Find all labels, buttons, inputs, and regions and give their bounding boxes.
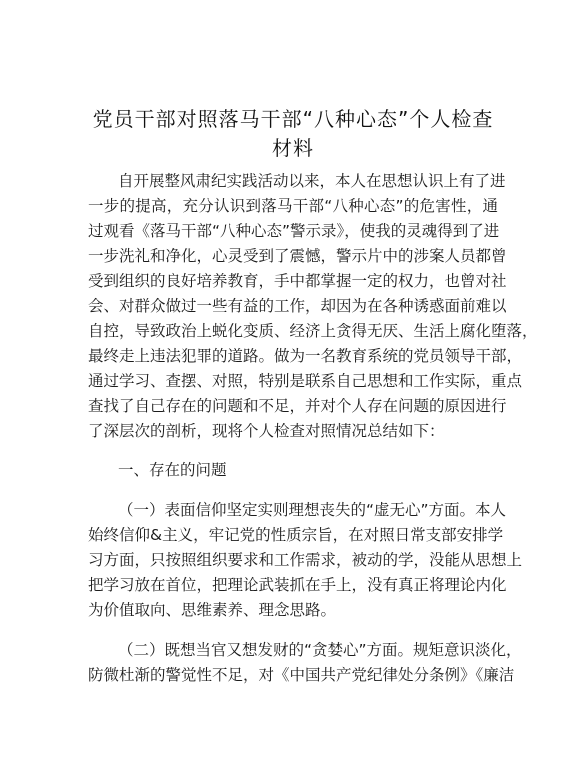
paragraph-1-line: 受到组织的良好培养教育，手中都掌握一定的权力，也曾对社: [88, 272, 507, 290]
paragraph-2-line: 习方面，只按照组织要求和工作需求，被动的学，没能从思想上: [88, 551, 523, 569]
paragraph-2-line: （一）表面信仰坚定实则理想丧失的“虚无心”方面。本人: [118, 501, 507, 519]
paragraph-3-line: 防微杜渐的警觉性不足，对《中国共产党纪律处分条例》《廉洁: [88, 666, 515, 684]
paragraph-1-line: 最终走上违法犯罪的道路。做为一名教育系统的党员领导干部，: [88, 347, 523, 365]
paragraph-2-line: 把学习放在首位，把理论武装抓在手上，没有真正将理论内化: [88, 576, 507, 594]
document-title-line-1: 党员干部对照落马干部“八种心态”个人检查: [92, 107, 494, 131]
document-title-line-2: 材料: [272, 136, 314, 160]
paragraph-2-line: 为价值取向、思维素养、理念思路。: [88, 601, 337, 619]
paragraph-1-line: 自控，导致政治上蜕化变质、经济上贪得无厌、生活上腐化堕落，: [88, 322, 538, 340]
paragraph-3-line: （二）既想当官又想发财的“贪婪心”方面。规矩意识淡化，: [118, 641, 522, 659]
paragraph-1-line: 一步洗礼和净化，心灵受到了震憾，警示片中的涉案人员都曾: [88, 247, 507, 265]
paragraph-1-line: 查找了自己存在的问题和不足，并对个人存在问题的原因进行: [88, 397, 507, 415]
section-heading: 一、存在的问题: [118, 461, 227, 479]
paragraph-1-line: 会、对群众做过一些有益的工作，却因为在各种诱惑面前难以: [88, 297, 507, 315]
paragraph-2-line: 始终信仰&主义，牢记党的性质宗旨，在对照日常支部安排学: [88, 526, 504, 544]
paragraph-1-line: 过观看《落马干部“八种心态”警示录》，使我的灵魂得到了进: [88, 222, 500, 240]
paragraph-1-line: 自开展整风肃纪实践活动以来，本人在思想认识上有了进: [118, 172, 506, 190]
paragraph-1-line: 通过学习、查摆、对照，特别是联系自己思想和工作实际，重点: [88, 372, 523, 390]
paragraph-1-line: 一步的提高，充分认识到落马干部“八种心态”的危害性，通: [88, 197, 498, 215]
paragraph-1-line: 了深层次的剖析，现将个人检查对照情况总结如下：: [88, 422, 445, 440]
